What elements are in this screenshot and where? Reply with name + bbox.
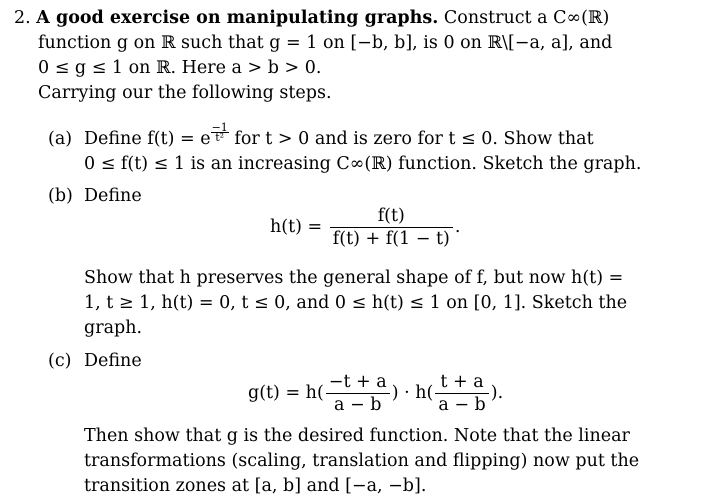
problem-header-line — [14, 6, 609, 31]
part-c-line2: transformations (scaling, translation and flipping) now put the — [84, 451, 640, 471]
problem-line2: function g on ℝ such that g = 1 on [−b, b], is 0 on ℝ\[−a, a], and — [38, 33, 613, 53]
part-b-define: Define — [84, 186, 142, 206]
part-b-line1: Show that h preserves the general shape of f, but now h(t) = — [84, 268, 624, 288]
exponent-numerator: −1 — [211, 121, 228, 134]
exponent — [211, 121, 229, 144]
part-a-line2: 0 ≤ f(t) ≤ 1 is an increasing C∞(ℝ) function. Sketch the graph. — [84, 154, 642, 174]
eq-c-denominator-2: a − b — [435, 393, 488, 416]
eq-c-lhs: g(t) = h( — [248, 383, 324, 403]
eq-b-end: . — [454, 217, 461, 237]
eq-c-fraction-2 — [435, 371, 488, 416]
eq-c-end: ). — [490, 383, 504, 403]
part-c-line1: Then show that g is the desired function. Note that the linear — [84, 426, 630, 446]
part-c-line3: transition zones at [a, b] and [−a, −b]. — [84, 476, 427, 496]
problem-line4: Carrying our the following steps. — [38, 83, 332, 103]
part-c-equation — [248, 371, 503, 416]
part-c-define: Define — [84, 351, 142, 371]
part-a-label: (a) — [48, 129, 73, 149]
part-c-label: (c) — [48, 351, 72, 371]
part-b-label: (b) — [48, 186, 73, 206]
part-b-line3: graph. — [84, 318, 143, 338]
eq-b-fraction — [330, 205, 453, 250]
eq-c-denominator-1: a − b — [326, 393, 390, 416]
exponent-denominator: t² — [215, 131, 225, 144]
part-a-text1-after: for t > 0 and is zero for t ≤ 0. Show that — [234, 129, 594, 149]
part-a-line1 — [84, 121, 594, 152]
problem-number: 2. — [14, 8, 31, 28]
problem-line3: 0 ≤ g ≤ 1 on ℝ. Here a > b > 0. — [38, 58, 322, 78]
part-b-line2: 1, t ≥ 1, h(t) = 0, t ≤ 0, and 0 ≤ h(t) ≤ 1 on [0, 1]. Sketch the — [84, 293, 628, 313]
eq-b-lhs: h(t) = — [270, 217, 323, 237]
eq-b-denominator: f(t) + f(1 − t) — [330, 227, 453, 250]
eq-c-numerator-1: −t + a — [328, 372, 387, 392]
eq-c-mid: ) · h( — [391, 383, 434, 403]
eq-b-numerator: f(t) — [377, 206, 405, 226]
part-b-equation — [270, 205, 460, 250]
problem-line1-rest: Construct a C∞(ℝ) — [443, 8, 610, 28]
problem-title: A good exercise on manipulating graphs. — [36, 8, 439, 28]
eq-c-fraction-1 — [326, 371, 390, 416]
eq-c-numerator-2: t + a — [440, 372, 484, 392]
part-a-text1-before: Define f(t) = e — [84, 129, 211, 149]
